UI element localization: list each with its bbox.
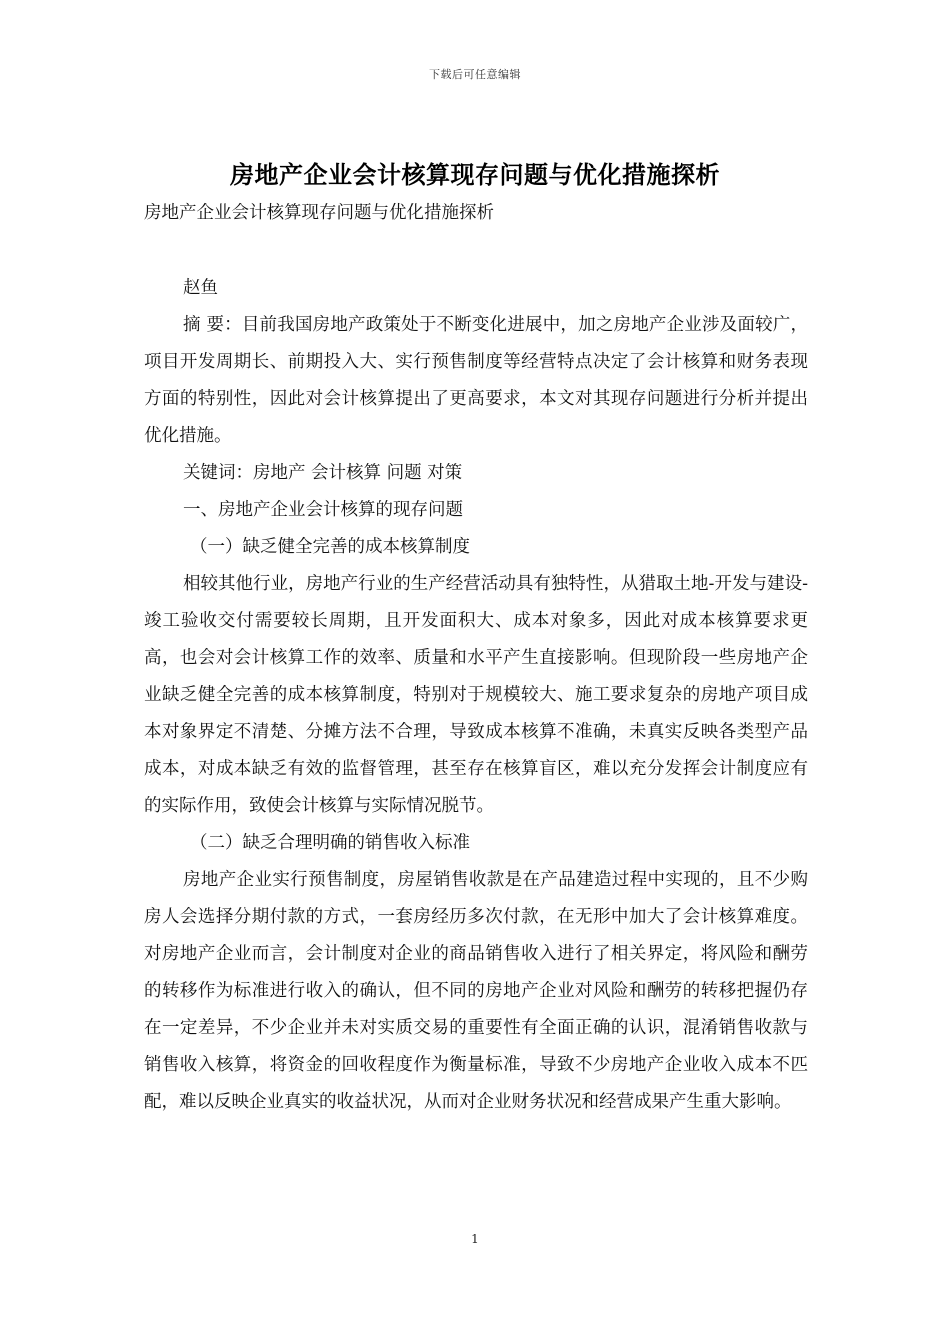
subsection-heading: （二）缺乏合理明确的销售收入标准 bbox=[190, 833, 470, 853]
body-paragraph: 房地产企业实行预售制度，房屋销售收款是在产品建造过程中实现的，且不少购房人会选择分期付款的方式，一套房经历多次付款，在无形中加大了会计核算难度。对房地产企业而言，会计制度对企业的商品销售收入进行了相关界定，将风险和酬劳的转移作为标准进行收入的确认，但不同的房地产企业对风险和酬劳的转移把握仍存在一定差异，不少企业并未对实质交易的重要性有全面正确的认识，混淆销售收款与销售收入核算，将资金的回收程度作为衡量标准，导致不少房地产企业收入成本不匹配，难以反映企业真实的收益状况，从而对企业财务状况和经营成果产生重大影响。 bbox=[144, 870, 808, 1112]
page-number: 1 bbox=[471, 1232, 479, 1246]
document-body bbox=[144, 307, 808, 1121]
body-paragraph: 相较其他行业，房地产行业的生产经营活动具有独特性，从猎取土地-开发与建设-竣工验收交付需要较长周期，且开发面积大、成本对象多，因此对成本核算要求更高，也会对会计核算工作的效率、质量和水平产生直接影响。但现阶段一些房地产企业缺乏健全完善的成本核算制度，特别对于规模较大、施工要求复杂的房地产项目成本对象界定不清楚、分摊方法不合理，导致成本核算不准确，未真实反映各类型产品成本，对成本缺乏有效的监督管理，甚至存在核算盲区，难以充分发挥会计制度应有的实际作用，致使会计核算与实际情况脱节。 bbox=[144, 574, 808, 816]
document-title: 房地产企业会计核算现存问题与优化措施探析 bbox=[230, 160, 720, 189]
keywords-line: 关键词：房地产 会计核算 问题 对策 bbox=[183, 463, 463, 483]
subsection-heading: （一）缺乏健全完善的成本核算制度 bbox=[190, 537, 470, 557]
abstract-paragraph: 摘 要：目前我国房地产政策处于不断变化进展中，加之房地产企业涉及面较广，项目开发周期长、前期投入大、实行预售制度等经营特点决定了会计核算和财务表现方面的特别性，因此对会计核算提出了更高要求，本文对其现存问题进行分析并提出优化措施。 bbox=[144, 315, 808, 446]
author-name: 赵鱼 bbox=[183, 278, 218, 298]
document-subtitle: 房地产企业会计核算现存问题与优化措施探析 bbox=[144, 203, 494, 223]
section-heading: 一、房地产企业会计核算的现存问题 bbox=[183, 500, 463, 520]
header-note: 下载后可任意编辑 bbox=[429, 68, 521, 81]
